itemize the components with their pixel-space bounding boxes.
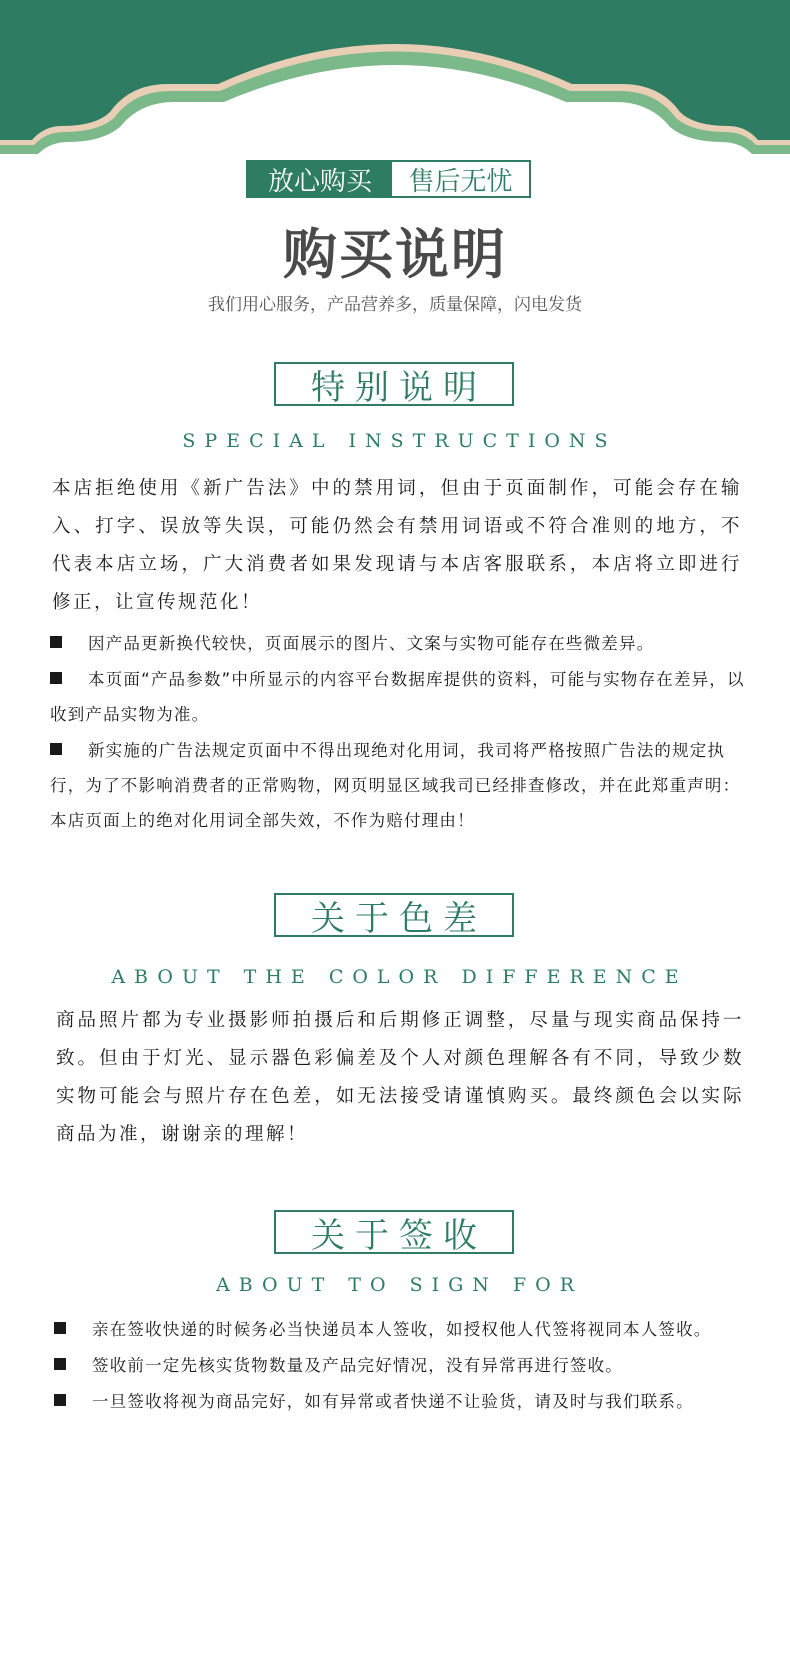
special-bullet-list: [50, 626, 746, 839]
badge-left-label: 放心购买: [248, 162, 392, 196]
section-title-sign: 关于签收: [274, 1210, 514, 1254]
special-paragraph: 本店拒绝使用《新广告法》中的禁用词，但由于页面制作，可能会存在输入、打字、误放等失误，可能仍然会有禁用词语或不符合准则的地方，不代表本店立场，广大消费者如果发现请与本店客服联系，本店将立即进行修正，让宣传规范化！: [52, 478, 742, 613]
list-item: [50, 626, 746, 661]
section-title-special: 特别说明: [274, 362, 514, 406]
section-title-color: 关于色差: [274, 893, 514, 937]
bullet-text: 签收前一定先核实货物数量及产品完好情况，没有异常再进行签收。: [92, 1356, 623, 1375]
bullet-text: 因产品更新换代较快，页面展示的图片、文案与实物可能存在些微差异。: [88, 634, 655, 653]
bullet-text: 亲在签收快递的时候务必当快递员本人签收，如授权他人代签将视同本人签收。: [92, 1320, 712, 1339]
section-subtitle-sign: ABOUT TO SIGN FOR: [215, 1274, 584, 1296]
list-item: [50, 662, 746, 732]
badge-right-label: 售后无忧: [392, 162, 529, 196]
square-bullet-icon: [54, 1358, 66, 1370]
page-subtitle: 我们用心服务，产品营养多，质量保障，闪电发货: [208, 295, 582, 315]
list-item: [54, 1348, 750, 1383]
list-item: [54, 1384, 750, 1419]
bullet-text: 新实施的广告法规定页面中不得出现绝对化用词，我司将严格按照广告法的规定执行，为了不影响消费者的正常购物，网页明显区域我司已经排查修改，并在此郑重声明：本店页面上的绝对化用词全部失效，不作为赔付理由！: [50, 741, 741, 830]
square-bullet-icon: [54, 1394, 66, 1406]
list-item: [50, 733, 746, 838]
bullet-text: 本页面“产品参数”中所显示的内容平台数据库提供的资料，可能与实物存在差异，以收到产品实物为准。: [50, 670, 745, 724]
bullet-text: 一旦签收将视为商品完好，如有异常或者快递不让验货，请及时与我们联系。: [92, 1392, 694, 1411]
square-bullet-icon: [50, 672, 62, 684]
list-item: [54, 1312, 750, 1347]
square-bullet-icon: [50, 743, 62, 755]
header-arch-decoration: [0, 0, 790, 165]
color-paragraph: 商品照片都为专业摄影师拍摄后和后期修正调整，尽量与现实商品保持一致。但由于灯光、显示器色彩偏差及个人对颜色理解各有不同，导致少数实物可能会与照片存在色差，如无法接受请谨慎购买。最终颜色会以实际商品为准，谢谢亲的理解！: [56, 1010, 744, 1145]
section-subtitle-special: SPECIAL INSTRUCTIONS: [182, 430, 617, 452]
square-bullet-icon: [50, 636, 62, 648]
square-bullet-icon: [54, 1322, 66, 1334]
service-badge: [246, 160, 531, 198]
section-subtitle-color: ABOUT THE COLOR DIFFERENCE: [111, 966, 688, 988]
page-title: 购买说明: [283, 223, 507, 286]
sign-bullet-list: [54, 1312, 750, 1420]
